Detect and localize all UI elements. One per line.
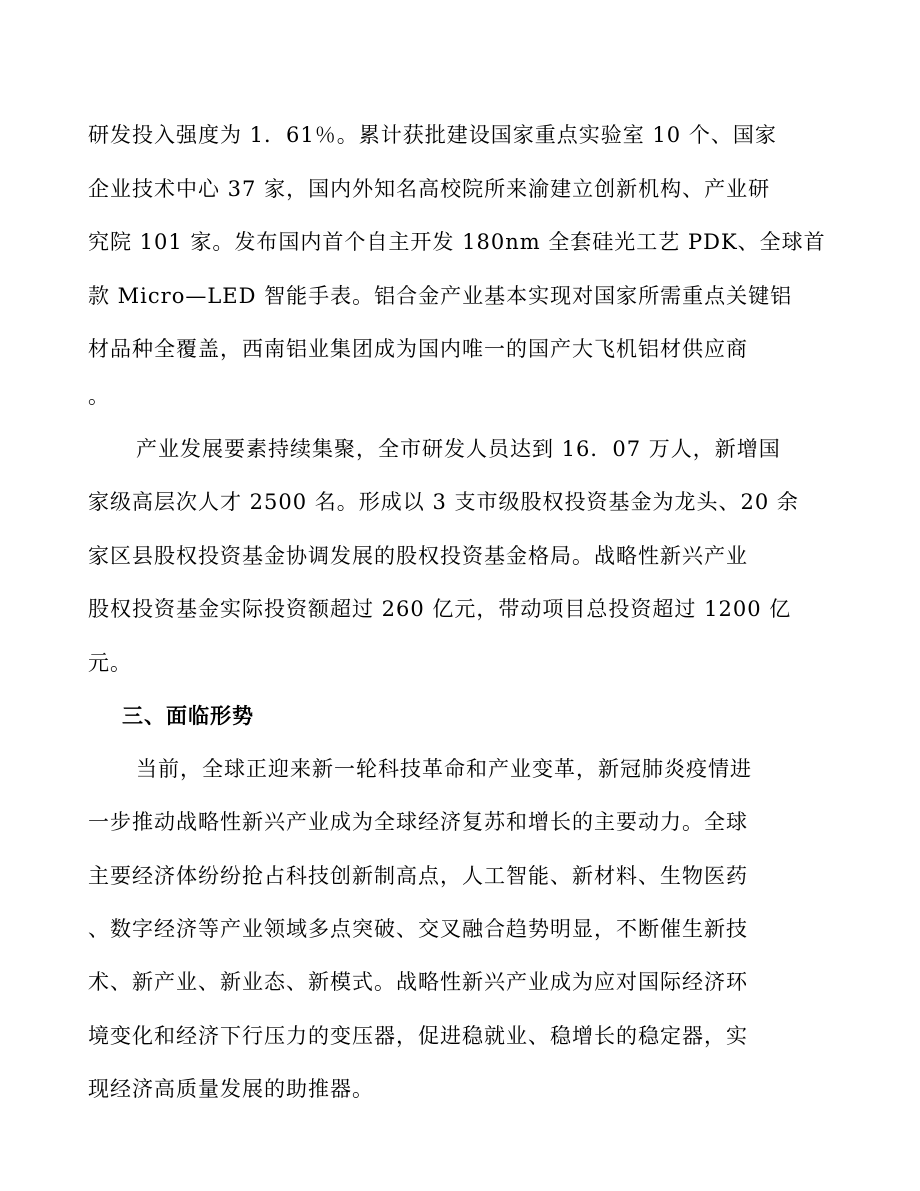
paragraph-line: 、数字经济等产业领域多点突破、交叉融合趋势明显，不断催生新技 (88, 917, 748, 941)
paragraph-line: 家区县股权投资基金协调发展的股权投资基金格局。战略性新兴产业 (88, 544, 748, 568)
paragraph-line: 股权投资基金实际投资额超过 260 亿元，带动项目总投资超过 1200 亿 (88, 597, 792, 621)
paragraph-line: 。 (88, 384, 110, 408)
paragraph-line: 产业发展要素持续集聚，全市研发人员达到 16．07 万人，新增国 (136, 437, 781, 461)
paragraph-line: 当前，全球正迎来新一轮科技革命和产业变革，新冠肺炎疫情进 (136, 757, 752, 781)
paragraph-line: 境变化和经济下行压力的变压器，促进稳就业、稳增长的稳定器，实 (88, 1024, 748, 1048)
section-heading: 三、面临形势 (122, 703, 254, 728)
paragraph-line: 元。 (88, 651, 132, 675)
paragraph-line: 术、新产业、新业态、新模式。战略性新兴产业成为应对国际经济环 (88, 970, 748, 994)
paragraph-line: 研发投入强度为 1．61％。累计获批建设国家重点实验室 10 个、国家 (88, 123, 777, 147)
paragraph-line: 主要经济体纷纷抢占科技创新制高点，人工智能、新材料、生物医药 (88, 864, 748, 888)
paragraph-line: 究院 101 家。发布国内首个自主开发 180nm 全套硅光工艺 PDK、全球首 (88, 230, 826, 254)
paragraph-line: 款 Micro—LED 智能手表。铝合金产业基本实现对国家所需重点关键铝 (88, 284, 793, 308)
paragraph-line: 现经济高质量发展的助推器。 (88, 1077, 374, 1101)
paragraph-line: 企业技术中心 37 家，国内外知名高校院所来渝建立创新机构、产业研 (88, 177, 771, 201)
paragraph-line: 家级高层次人才 2500 名。形成以 3 支市级股权投资基金为龙头、20 余 (88, 490, 799, 514)
paragraph-line: 材品种全覆盖，西南铝业集团成为国内唯一的国产大飞机铝材供应商 (88, 337, 748, 361)
paragraph-line: 一步推动战略性新兴产业成为全球经济复苏和增长的主要动力。全球 (88, 810, 748, 834)
